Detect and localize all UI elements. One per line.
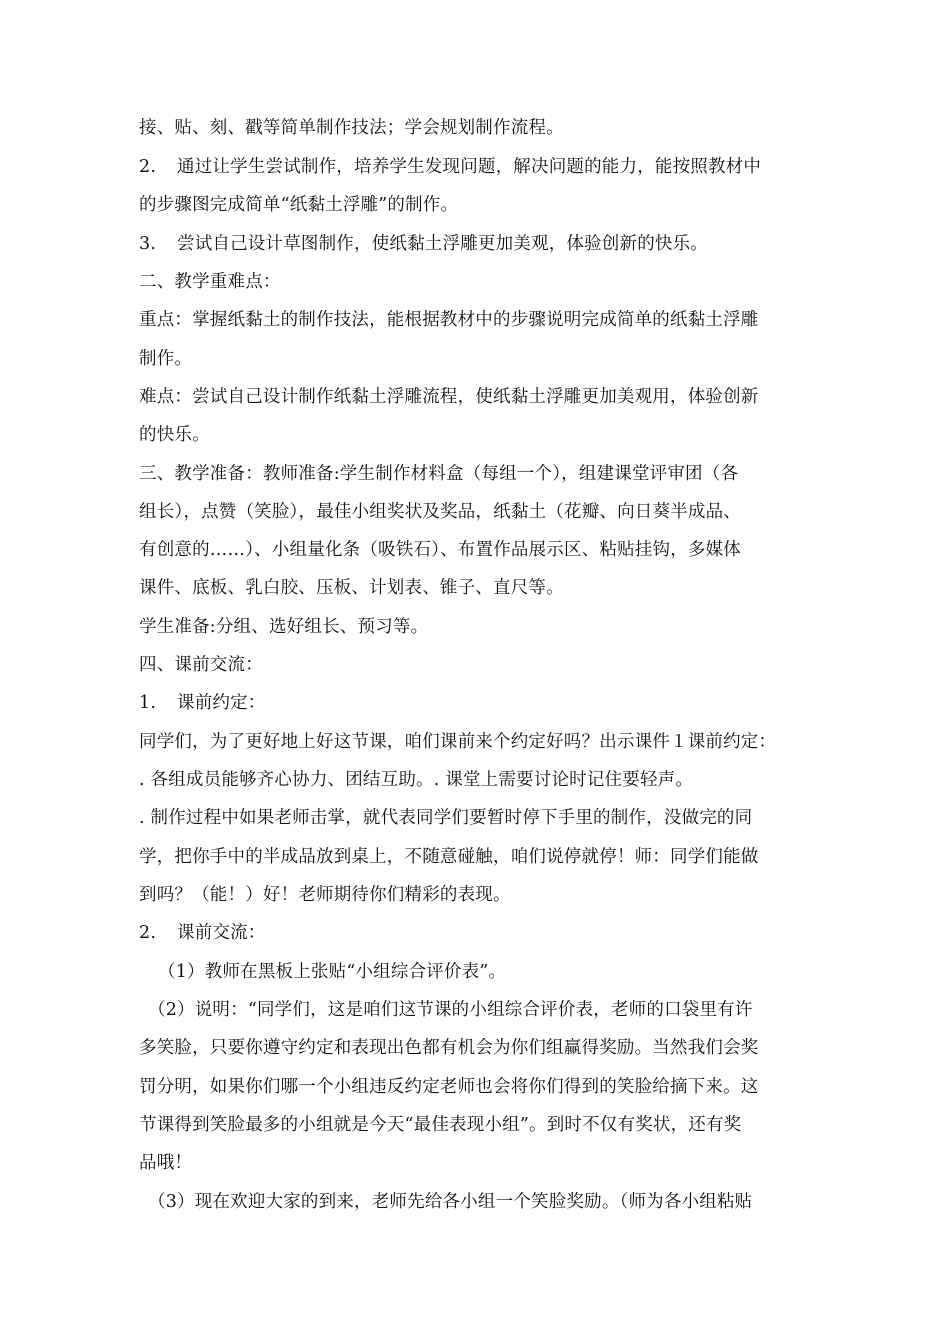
text-line: 学，把你手中的半成品放到桌上，不随意碰触，咱们说停就停！师：同学们能做 bbox=[139, 847, 759, 867]
text-line: 有创意的……）、小组量化条（吸铁石）、布置作品展示区、粘贴挂钩，多媒体 bbox=[139, 540, 741, 560]
text-line: 重点：掌握纸黏土的制作技法，能根据教材中的步骤说明完成简单的纸黏土浮雕 bbox=[139, 310, 759, 330]
section-heading: 二、教学重难点： bbox=[139, 272, 281, 292]
text-line: 接、贴、刻、戳等简单制作技法；学会规划制作流程。 bbox=[139, 118, 564, 138]
text-line: 尝试自己设计草图制作，使纸黏土浮雕更加美观，体验创新的快乐。 bbox=[177, 234, 708, 254]
text-line: 课前约定： bbox=[177, 693, 266, 713]
list-number: 1. bbox=[139, 693, 157, 713]
numbered-line bbox=[139, 156, 819, 178]
text-line: 组长），点赞（笑脸），最佳小组奖状及奖品，纸黏土（花瓣、向日葵半成品、 bbox=[139, 502, 741, 522]
text-line: 罚分明，如果你们哪一个小组违反约定老师也会将你们得到的笑脸给摘下来。这 bbox=[139, 1077, 759, 1097]
text-line: 难点：尝试自己设计制作纸黏土浮雕流程，使纸黏土浮雕更加美观用，体验创新 bbox=[139, 387, 759, 407]
text-line: 通过让学生尝试制作，培养学生发现问题，解决问题的能力，能按照教材中 bbox=[177, 157, 762, 177]
numbered-line bbox=[139, 233, 819, 255]
text-line: （3）现在欢迎大家的到来，老师先给各小组一个笑脸奖励。（师为各小组粘贴 bbox=[148, 1192, 753, 1212]
section-heading: 四、课前交流： bbox=[139, 655, 263, 675]
text-line: 的快乐。 bbox=[139, 425, 210, 445]
text-line: 学生准备:分组、选好组长、预习等。 bbox=[139, 617, 429, 637]
text-line: 多笑脸，只要你遵守约定和表现出色都有机会为你们组赢得奖励。当然我们会奖 bbox=[139, 1038, 759, 1058]
numbered-line bbox=[139, 692, 819, 714]
text-line: （2）说明：“同学们，这是咱们这节课的小组综合评价表，老师的口袋里有许 bbox=[148, 1000, 753, 1020]
text-line: 的步骤图完成简单“纸黏土浮雕”的制作。 bbox=[139, 195, 459, 215]
text-line: 课件、底板、乳白胶、压板、计划表、锥子、直尺等。 bbox=[139, 578, 564, 598]
text-line: . 各组成员能够齐心协力、团结互助。. 课堂上需要讨论时记住要轻声。 bbox=[139, 770, 694, 790]
list-number: 3. bbox=[139, 234, 157, 254]
list-number: 2. bbox=[139, 157, 157, 177]
text-line: 制作。 bbox=[139, 349, 193, 369]
text-line: （1）教师在黑板上张贴“小组综合评价表”。 bbox=[158, 962, 507, 982]
text-line: 课前交流： bbox=[177, 923, 266, 943]
text-line: 品哦！ bbox=[139, 1153, 193, 1173]
list-number: 2. bbox=[139, 923, 157, 943]
text-line: 到吗？（能！）好！老师期待你们精彩的表现。 bbox=[139, 885, 511, 905]
text-line: 节课得到笑脸最多的小组就是今天“最佳表现小组”。到时不仅有奖状，还有奖 bbox=[139, 1115, 742, 1135]
text-line: . 制作过程中如果老师击掌，就代表同学们要暂时停下手里的制作，没做完的同 bbox=[139, 808, 753, 828]
numbered-line bbox=[139, 922, 819, 944]
section-heading: 三、教学准备：教师准备:学生制作材料盒（每组一个），组建课堂评审团（各 bbox=[139, 464, 739, 484]
text-line: 同学们，为了更好地上好这节课，咱们课前来个约定好吗？出示课件１课前约定： bbox=[139, 732, 777, 752]
